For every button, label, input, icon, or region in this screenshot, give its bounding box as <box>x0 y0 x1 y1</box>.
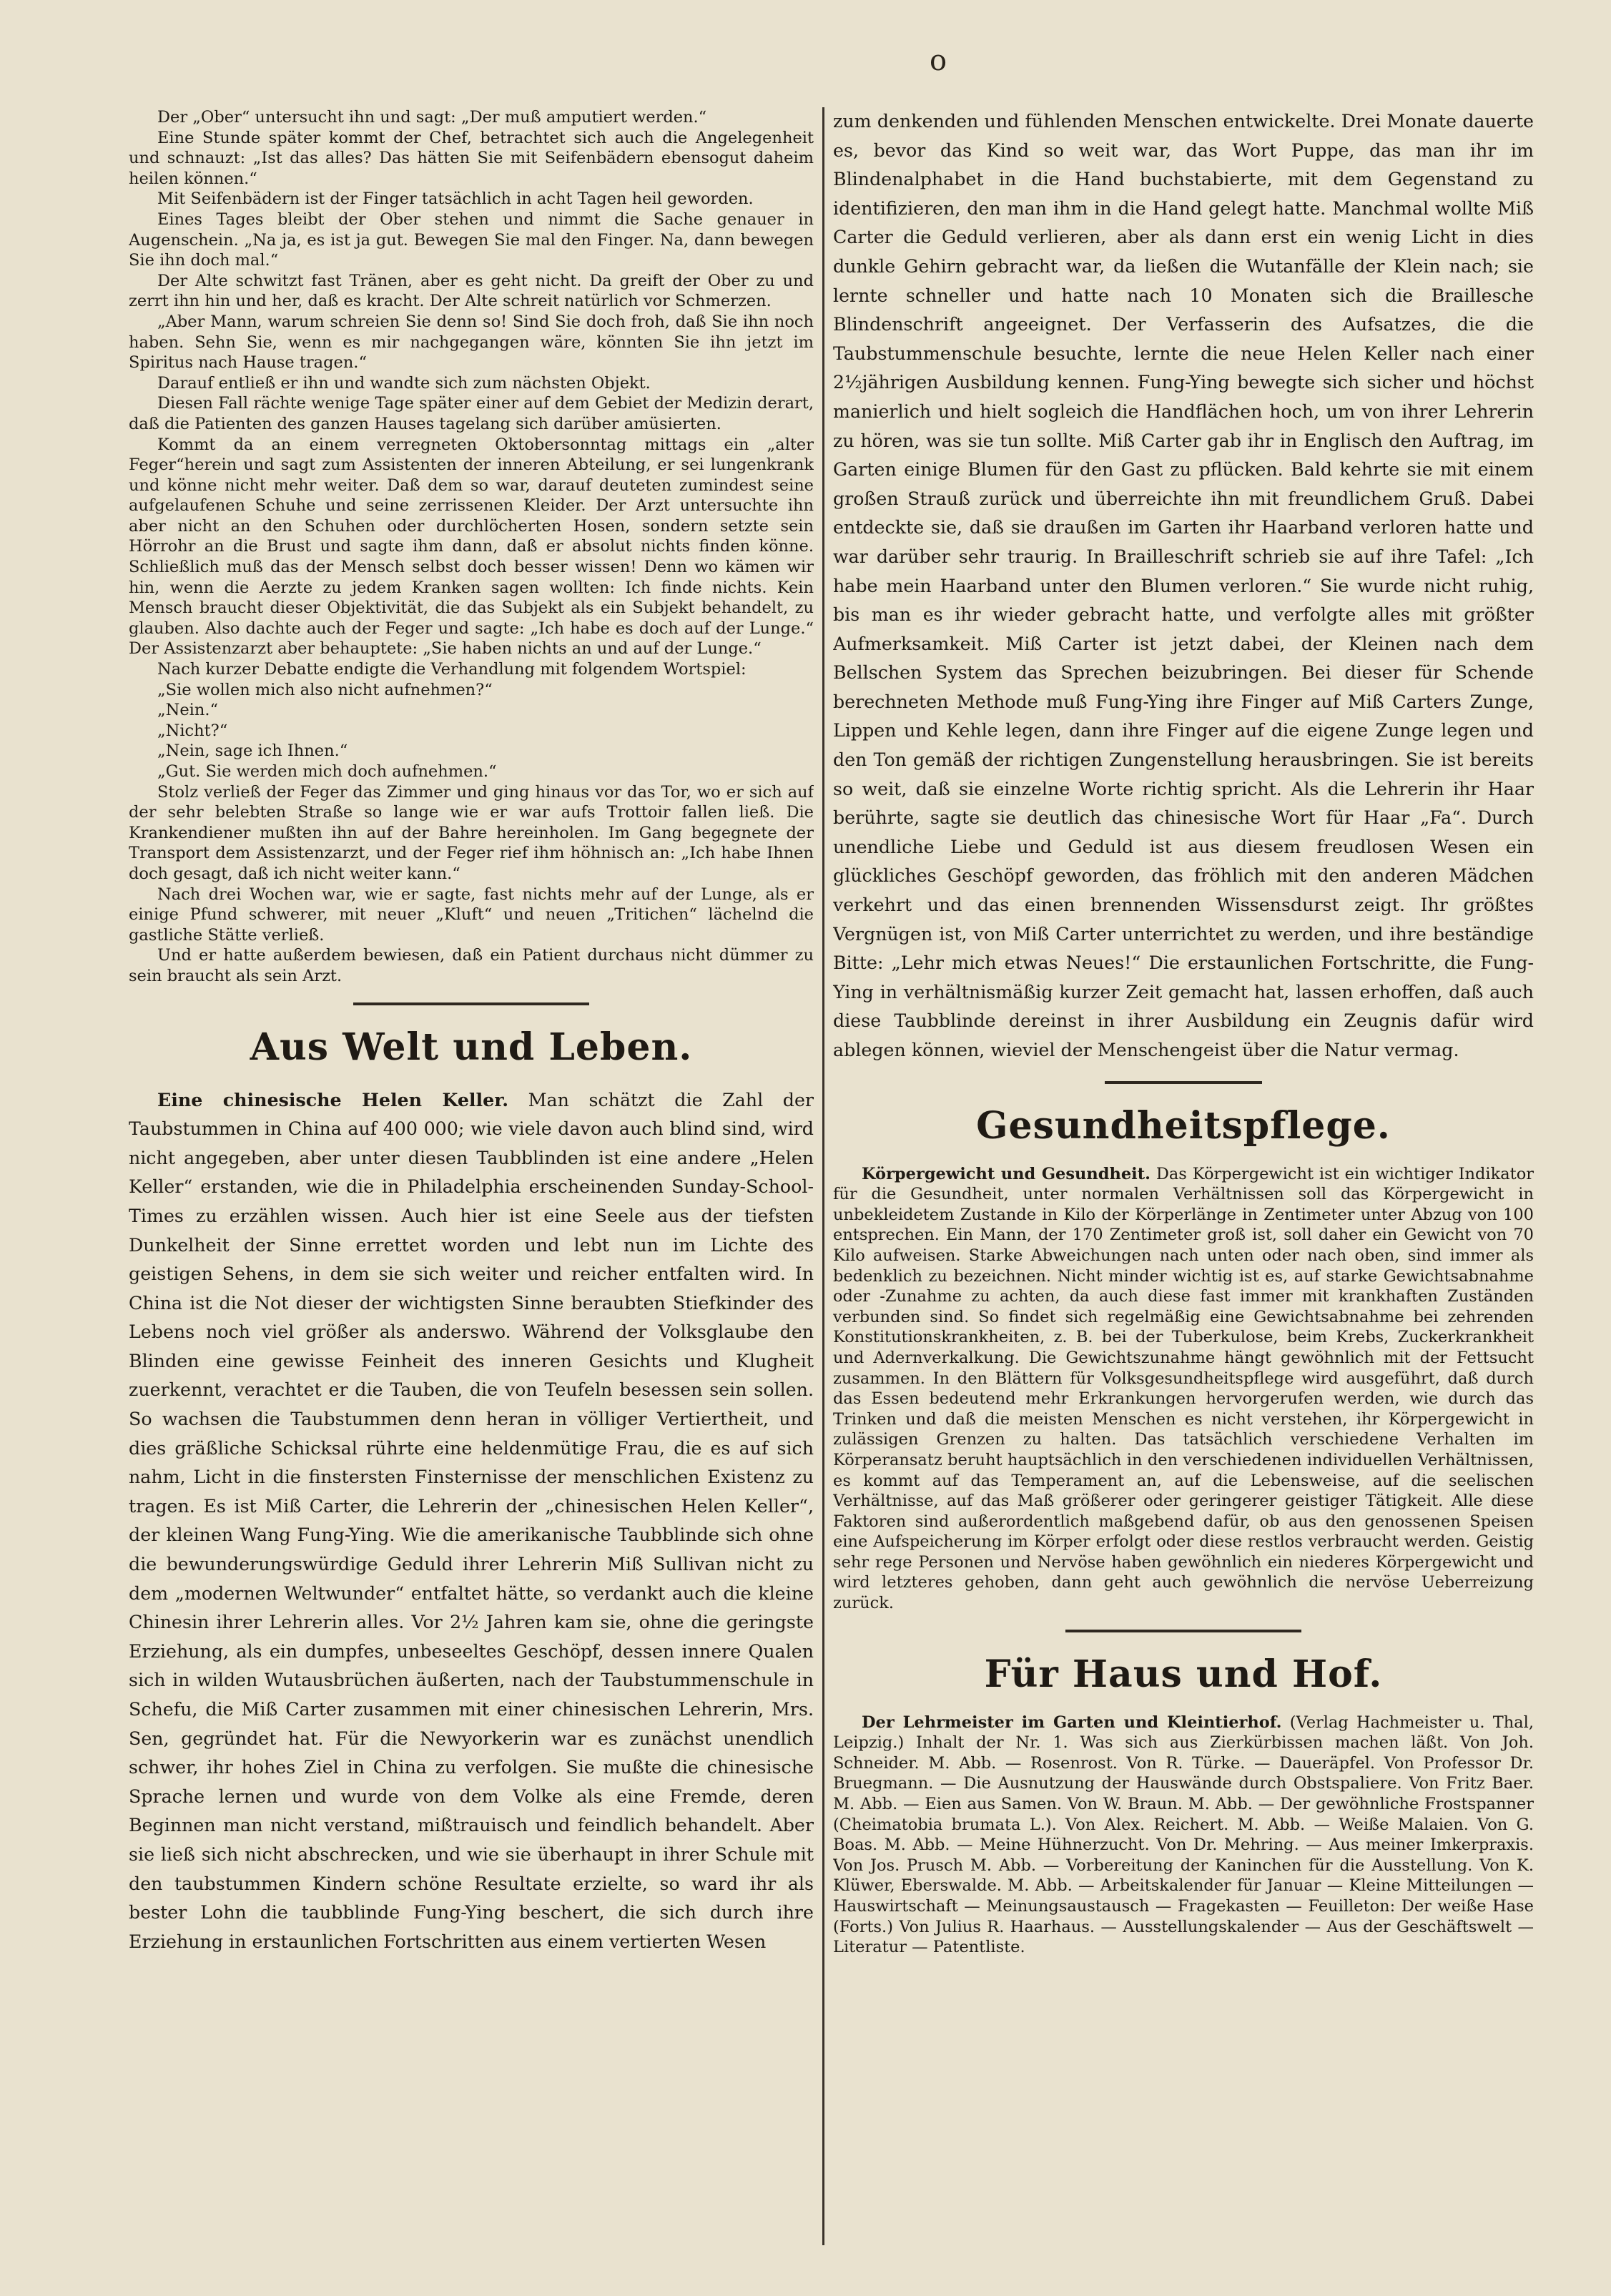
story-paragraph: Diesen Fall rächte wenige Tage später einer auf dem Gebiet der Medizin derart, daß die Patienten des ganzen Hauses tagelang sich darüber amüsierten. <box>129 394 814 433</box>
house-paragraph <box>833 1713 1534 1958</box>
dialogue-line: „Gut. Sie werden mich doch aufnehmen.“ <box>157 762 497 781</box>
house-heading: Für Haus und Hof. <box>984 1652 1383 1696</box>
dialogue-line: „Nein, sage ich Ihnen.“ <box>157 741 348 761</box>
story-paragraph: Stolz verließ der Feger das Zimmer und ging hinaus vor das Tor, wo er sich auf der sehr belebten Straße so lange wie er war aufs Trottoir fallen ließ. Die Krankendiener mußten ihn auf der Bahre hereinholen. Im Gang begegnete der Transport dem Assistenzarzt, und der Feger rief ihm höhnisch an: „Ich habe Ihnen doch gesagt, daß ich nicht weiter kann.“ <box>129 782 814 883</box>
health-heading: Gesundheitspflege. <box>976 1103 1391 1148</box>
story-paragraph: Kommt da an einem verregneten Oktobersonntag mittags ein „alter Feger“herein und sagt zum Assistenten der inneren Abteilung, er sei lungenkrank und könne nicht mehr weiter. Daß dem so war, darauf deuteten zumindest seine aufgelaufenen Schuhe und seine zerrissenen Kleider. Der Arzt untersuchte ihn aber nicht an den Schuhen oder durchlöcherten Hosen, sondern setzte sein Hörrohr an die Brust und sagte ihm dann, daß er absolut nichts finden könne. Schließlich muß das der Mensch selbst doch besser wissen! Denn wo kämen wir hin, wenn die Aerzte zu jedem Kranken sagen wollten: Ich finde nichts. Kein Mensch braucht dieser Objektivität, die das Subjekt als ein Subjekt behandelt, zu glauben. Also dachte auch der Feger und sagte: „Ich habe es doch auf der Lunge.“ Der Assistenzarzt aber behauptete: „Sie haben nichts an und auf der Lunge.“ <box>129 435 814 659</box>
article-continuation: zum denkenden und fühlenden Menschen entwickelte. Drei Monate dauerte es, bevor das Kind so weit war, das Wort Puppe, das man ihr im Blindenalphabet in die Hand buchstabierte, mit dem Gegenstand zu identifizieren, den man ihm in die Hand gelegt hatte. Manchmal wollte Miß Carter die Geduld verlieren, aber als dann erst ein wenig Licht in dies dunkle Gehirn gebracht war, da ließen die Wutanfälle der Klein nach; sie lernte schneller und hatte nach 10 Monaten sich die Braillesche Blindenschrift angeeignet. Der Verfasserin des Aufsatzes, die die Taubstummenschule besuchte, lernte die neue Helen Keller nach einer 2½jährigen Ausbildung kennen. Fung-Ying bewegte sich sicher und höchst manierlich und hielt sogleich die Handflächen hoch, um von ihrer Lehrerin zu hören, was sie tun sollte. Miß Carter gab ihr in Englisch den Auftrag, im Garten einige Blumen für den Gast zu pflücken. Bald kehrte sie mit einem großen Strauß zurück und überreichte ihn mit freundlichem Gruß. Dabei entdeckte sie, daß sie draußen im Garten ihr Haarband verloren hatte und war darüber sehr traurig. In Brailleschrift schrieb sie auf ihre Tafel: „Ich habe mein Haarband unter den Blumen verloren.“ Sie wurde nicht ruhig, bis man es ihr wieder gebracht hatte, und verfolgte alles mit größter Aufmerksamkeit. Miß Carter ist jetzt dabei, der Kleinen nach dem Bellschen System das Sprechen beizubringen. Bei dieser für Schende berechneten Methode muß Fung-Ying ihre Finger auf Miß Carters Zunge, Lippen und Kehle legen, dann ihre Finger auf die eigene Zunge legen und den Ton gemäß der richtigen Zungenstellung herausbringen. Sie ist bereits so weit, daß sie einzelne Worte richtig spricht. Als die Lehrerin ihr Haar berührte, sagte sie deutlich das chinesische Wort für Haar „Fa“. Durch unendliche Liebe und Geduld ist aus diesem freudlosen Wesen ein glückliches Geschöpf geworden, das fröhlich mit den anderen Mädchen verkehrt und das einen brennenden Wissensdurst zeigt. Ihr größtes Vergnügen ist, von Miß Carter unterrichtet zu werden, und ihre beständige Bitte: „Lehr mich etwas Neues!“ Die erstaunlichen Fortschritte, die Fung-Ying in verhältnismäßig kurzer Zeit gemacht hat, lassen erhoffen, daß auch diese Taubblinde dereinst in ihrer Ausbildung ein Zeugnis dafür wird ablegen können, wieviel der Menschengeist über die Natur vermag. <box>833 111 1534 1060</box>
dialogue-line: „Nein.“ <box>157 701 219 720</box>
health-text: Das Körpergewicht ist ein wichtiger Indikator für die Gesundheit, unter normalen Verhältnissen soll das Körpergewicht in unbekleidetem Zustande in Kilo der Körperlänge in Zentimeter unter Abzug von 100 entsprechen. Ein Mann, der 170 Zentimeter groß ist, soll daher ein Gewicht von 70 Kilo aufweisen. Starke Abweichungen nach unten oder nach oben, sind immer als bedenklich zu bezeichnen. Nicht minder wichtig ist es, auf starke Gewichtsabnahme oder -Zunahme zu achten, da auch diese fast immer mit krankhaften Zuständen verbunden sind. So findet sich regelmäßig eine Gewichtsabnahme bei zehrenden Konstitutionskrankheiten, z. B. bei der Tuberkulose, beim Krebs, Zuckerkrankheit und Adernverkalkung. Die Gewichtszunahme hängt gewöhnlich mit der Fettsucht zusammen. In den Blättern für Volksgesundheitspflege wird ausgeführt, daß durch das Essen bedeutend mehr Erkrankungen hervorgerufen werden, wie durch das Trinken und daß die meisten Menschen es nicht verstehen, ihr Körpergewicht in zulässigen Grenzen zu halten. Das tatsächlich verschiedene Verhalten im Körperansatz beruht hauptsächlich in den verschiedenen individuellen Verhältnissen, es kommt auf das Temperament an, auf die Lebensweise, auf die seelischen Verhältnisse, auf das Maß größerer oder geringerer geistiger Tätigkeit. Alle diese Faktoren sind außerordentlich maßgebend dafür, ob aus den genossenen Speisen eine Aufspeicherung im Körper erfolgt oder diese restlos verbraucht werden. Geistig sehr rege Personen und Nervöse haben gewöhnlich ein niederes Körpergewicht und wird letzteres gehoben, dann geht auch gewöhnlich die nervöse Ueberreizung zurück. <box>833 1164 1534 1613</box>
story-paragraph: Der „Ober“ untersucht ihn und sagt: „Der muß amputiert werden.“ <box>157 108 707 127</box>
section-rule <box>1065 1630 1301 1632</box>
story-paragraph: Mit Seifenbädern ist der Finger tatsächlich in acht Tagen heil geworden. <box>157 189 754 209</box>
house-text: (Verlag Hachmeister u. Thal, Leipzig.) Inhalt der Nr. 1. Was sich aus Zierkürbissen machen läßt. Von Joh. Schneider. M. Abb. — Rosenrost. Von R. Türke. — Daueräpfel. Von Professor Dr. Bruegmann. — Die Ausnutzung der Hauswände durch Obstspaliere. Von Fritz Baer. M. Abb. — Eien aus Samen. Von W. Braun. M. Abb. — Der gewöhnliche Frostspanner (Cheimatobia brumata L.). Von Alex. Reichert. M. Abb. — Weiße Malaien. Von G. Boas. M. Abb. — Meine Hühnerzucht. Von Dr. Mehring. — Aus meiner Imkerpraxis. Von Jos. Prusch M. Abb. — Vorbereitung der Kaninchen für die Ausstellung. Von K. Klüwer, Eberswalde. M. Abb. — Arbeitskalender für Januar — Kleine Mitteilungen — Hauswirtschaft — Meinungsaustausch — Fragekasten — Feuilleton: Der weiße Hase (Forts.) Von Julius R. Haarhaus. — Ausstellungskalender — Aus der Geschäftswelt — Literatur — Patentliste. <box>833 1713 1534 1957</box>
story-paragraph: Eine Stunde später kommt der Chef, betrachtet sich auch die Angelegenheit und schnauzt: „Ist das alles? Das hätten Sie mit Seifenbädern ebensogut daheim heilen können.“ <box>129 128 814 188</box>
page-number: o <box>930 44 947 77</box>
column-divider <box>822 107 824 2245</box>
health-paragraph <box>833 1164 1534 1614</box>
section-heading: Aus Welt und Leben. <box>250 1025 693 1069</box>
story-paragraph: Nach drei Wochen war, wie er sagte, fast nichts mehr auf der Lunge, als er einige Pfund schwerer, mit neuer „Kluft“ und neuen „Tritichen“ lächelnd die gastliche Stätte verließ. <box>129 885 814 945</box>
story-paragraph: Und er hatte außerdem bewiesen, daß ein Patient durchaus nicht dümmer zu sein braucht als sein Arzt. <box>129 946 814 985</box>
right-column <box>833 107 1534 2252</box>
section-rule <box>353 1002 589 1005</box>
dialogue-line: „Nicht?“ <box>157 721 228 740</box>
left-column <box>129 107 814 2252</box>
story-paragraph: Der Alte schwitzt fast Tränen, aber es geht nicht. Da greift der Ober zu und zerrt ihn hin und her, daß es kracht. Der Alte schreit natürlich vor Schmerzen. <box>129 271 814 311</box>
story-paragraph: Nach kurzer Debatte endigte die Verhandlung mit folgendem Wortspiel: <box>157 660 747 679</box>
section-rule <box>1105 1081 1262 1084</box>
dialogue-line: „Sie wollen mich also nicht aufnehmen?“ <box>157 680 493 699</box>
story-paragraph: Eines Tages bleibt der Ober stehen und nimmt die Sache genauer in Augenschein. „Na ja, es ist ja gut. Bewegen Sie mal den Finger. Na, dann bewegen Sie ihn doch mal.“ <box>129 210 814 270</box>
article-text: Man schätzt die Zahl der Taubstummen in China auf 400 000; wie viele davon auch blind sind, wird nicht angegeben, aber unter diesen Taubblinden ist eine andere „Helen Keller“ erstanden, wie die in Philadelphia erscheinenden Sunday-School-Times zu erzählen wissen. Auch hier ist eine Seele aus der tiefsten Dunkelheit der Sinne errettet worden und lebt nun im Lichte des geistigen Sehens, in dem sie sich weiter und reicher entfalten wird. In China ist die Not dieser der wichtigsten Sinne beraubten Stiefkinder des Lebens noch viel größer als anderswo. Während der Volksglaube den Blinden eine gewisse Feinheit des inneren Gesichts und Klugheit zuerkennt, verachtet er die Tauben, die von Teufeln besessen sein sollen. So wachsen die Taubstummen denn heran in völliger Vertiertheit, und dies gräßliche Schicksal rührte eine heldenmütige Frau, die es auf sich nahm, Licht in die finstersten Finsternisse der menschlichen Existenz zu tragen. Es ist Miß Carter, die Lehrerin der „chinesischen Helen Keller“, der kleinen Wang Fung-Ying. Wie die amerikanische Taubblinde sich ohne die bewunderungswürdige Geduld ihrer Lehrerin Miß Sullivan nicht zu dem „modernen Weltwunder“ entfaltet hätte, so verdankt auch die kleine Chinesin ihrer Lehrerin alles. Vor 2½ Jahren kam sie, ohne die geringste Erziehung, als ein dumpfes, unbeseeltes Geschöpf, dessen innere Qualen sich in wilden Wutausbrüchen äußerten, nach der Taubstummenschule in Schefu, die Miß Carter zusammen mit einer chinesischen Lehrerin, Mrs. Sen, gegründet hat. Für die Newyorkerin war es zunächst unendlich schwer, ihr hohes Ziel in China zu verfolgen. Sie mußte die chinesische Sprache lernen und wurde von dem Volke als eine Fremde, deren Beginnen man nicht verstand, mißtrauisch und feindlich behandelt. Aber sie ließ sich nicht abschrecken, und wie sie überhaupt in ihrer Schule mit den taubstummen Kindern schöne Resultate erzielte, so ward ihr als bester Lohn die taubblinde Fung-Ying beschert, die sich durch ihre Erziehung in erstaunlichen Fortschritten aus einem vertierten Wesen <box>129 1089 814 1952</box>
article-run-in-title: Eine chinesische Helen Keller. <box>157 1088 509 1110</box>
story-paragraph: Darauf entließ er ihn und wandte sich zum nächsten Objekt. <box>157 373 651 393</box>
article-paragraph <box>129 1085 814 1957</box>
health-run-in-title: Körpergewicht und Gesundheit. <box>862 1164 1151 1183</box>
story-paragraph: „Aber Mann, warum schreien Sie denn so! Sind Sie doch froh, daß Sie ihn noch haben. Sehn Sie, wenn es mir nachgegangen wäre, könnten Sie ihn jetzt im Spiritus nach Hause tragen.“ <box>129 312 814 373</box>
house-run-in-title: Der Lehrmeister im Garten und Kleintierhof. <box>862 1713 1282 1732</box>
